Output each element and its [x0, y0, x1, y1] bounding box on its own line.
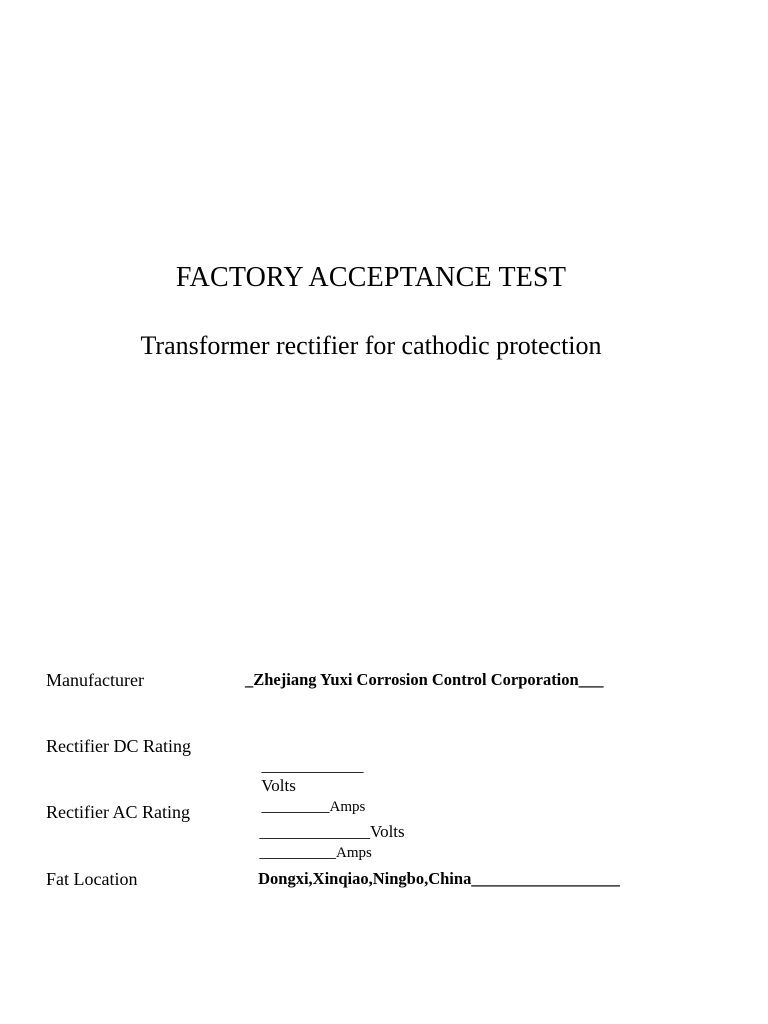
fat-location-label: Fat Location [46, 869, 138, 889]
ac-volts-blank: _____________ [259, 822, 370, 841]
document-title: FACTORY ACCEPTANCE TEST [175, 262, 567, 293]
document-subtitle: Transformer rectifier for cathodic protection [140, 331, 602, 360]
ac-amps-blank: _________ [259, 842, 336, 861]
ac-rating-label: Rectifier AC Rating [46, 802, 190, 822]
fat-location-value: Dongxi,Xinqiao,Ningbo,China__________________ [254, 869, 620, 888]
dc-amps-blank: ________ [261, 796, 330, 815]
dc-rating-label: Rectifier DC Rating [46, 736, 191, 756]
ac-volts-unit: Volts [370, 822, 405, 841]
dc-volts-blank: ____________ [261, 756, 364, 775]
dc-volts-unit: Volts [261, 776, 296, 795]
ac-rating-row [251, 802, 405, 862]
manufacturer-value: _Zhejiang Yuxi Corrosion Control Corporation___ [245, 670, 604, 689]
ac-amps-unit: Amps [336, 845, 372, 861]
dc-amps-unit: Amps [329, 799, 366, 815]
manufacturer-label: Manufacturer [46, 670, 144, 690]
